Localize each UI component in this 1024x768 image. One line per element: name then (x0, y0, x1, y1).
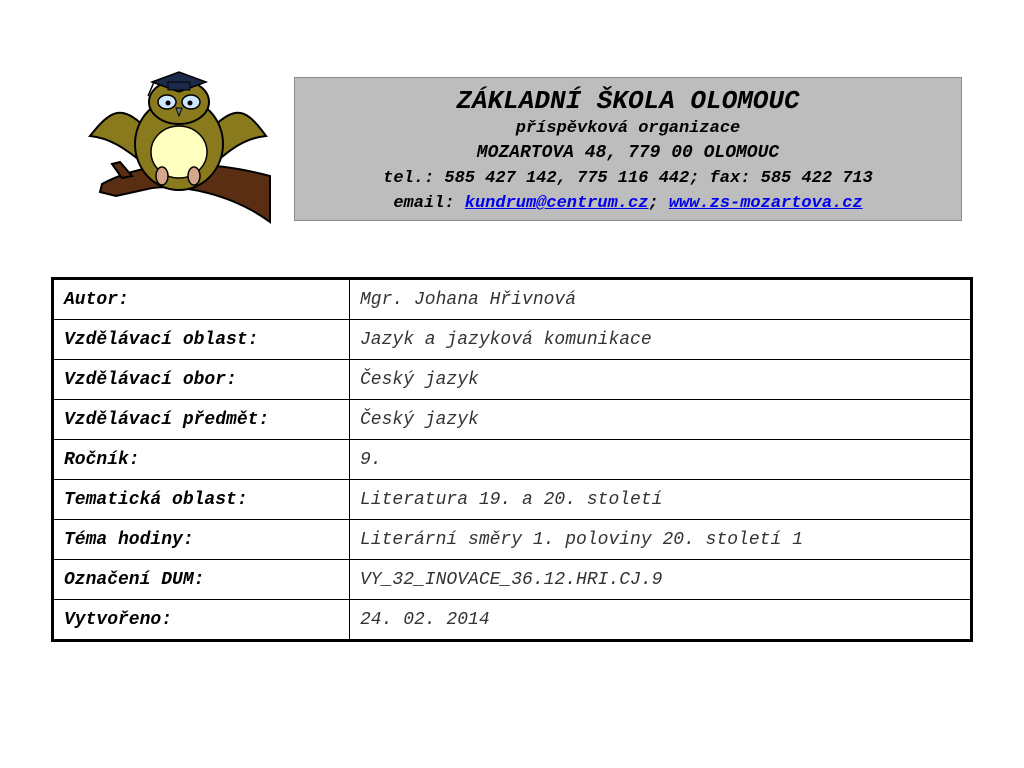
table-row (53, 600, 972, 641)
row-value: Jazyk a jazyková komunikace (350, 320, 972, 360)
row-value: Český jazyk (350, 360, 972, 400)
row-label: Vzdělávací oblast: (53, 320, 350, 360)
school-address: MOZARTOVA 48, 779 00 OLOMOUC (476, 143, 780, 163)
website-link[interactable]: www.zs-mozartova.cz (668, 194, 863, 213)
table-row (53, 560, 972, 600)
table-row (53, 440, 972, 480)
table-row (53, 279, 972, 320)
table-row (53, 360, 972, 400)
row-label: Vzdělávací předmět: (53, 400, 350, 440)
row-label: Vytvořeno: (53, 600, 350, 641)
row-value: Literatura 19. a 20. století (350, 480, 972, 520)
email-link[interactable]: kundrum@centrum.cz (464, 194, 649, 213)
row-label: Téma hodiny: (53, 520, 350, 560)
phone-line: tel.: 585 427 142, 775 116 442; fax: 585 422 713 (383, 169, 873, 188)
row-label: Označení DUM: (53, 560, 350, 600)
link-separator: ; (648, 194, 659, 213)
document-info-table (51, 277, 973, 642)
email-label: email: (393, 194, 455, 213)
row-label: Vzdělávací obor: (53, 360, 350, 400)
row-value: VY_32_INOVACE_36.12.HRI.CJ.9 (350, 560, 972, 600)
row-label: Tematická oblast: (53, 480, 350, 520)
table-row (53, 520, 972, 560)
row-value: Český jazyk (350, 400, 972, 440)
school-header (294, 77, 962, 221)
table-row (53, 320, 972, 360)
organization-type: příspěvková organizace (515, 119, 741, 138)
table-row (53, 480, 972, 520)
contact-line (295, 191, 961, 216)
owl-logo-icon (82, 66, 274, 226)
table-row (53, 400, 972, 440)
school-name: ZÁKLADNÍ ŠKOLA OLOMOUC (456, 86, 800, 116)
row-value: 24. 02. 2014 (350, 600, 972, 641)
row-value: Literární směry 1. poloviny 20. století 1 (350, 520, 972, 560)
row-label: Ročník: (53, 440, 350, 480)
row-value: Mgr. Johana Hřivnová (350, 279, 972, 320)
row-value: 9. (350, 440, 972, 480)
row-label: Autor: (53, 279, 350, 320)
